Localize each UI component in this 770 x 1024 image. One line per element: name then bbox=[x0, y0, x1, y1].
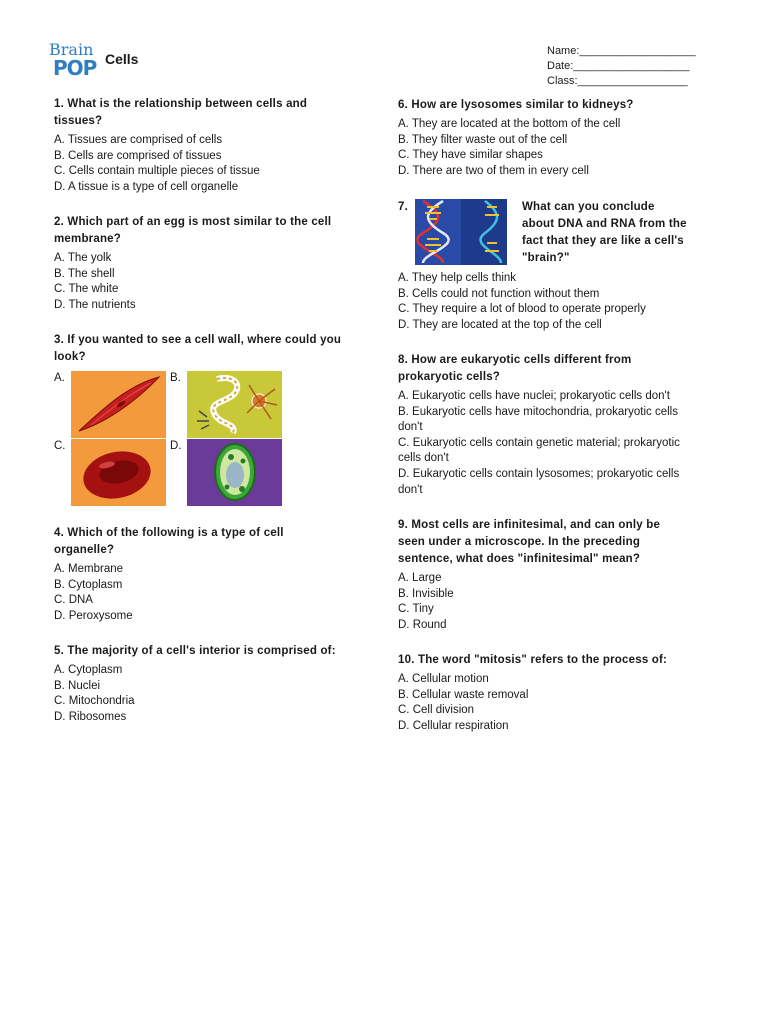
question-8-options bbox=[398, 389, 738, 498]
question-7-options bbox=[398, 271, 738, 333]
q5-option-a[interactable]: A. Cytoplasm bbox=[54, 664, 123, 676]
question-1 bbox=[54, 96, 374, 195]
q9-option-b[interactable]: B. Invisible bbox=[398, 587, 454, 600]
brainpop-logo bbox=[49, 42, 97, 82]
question-3-text: 3. If you wanted to see a cell wall, where could you look? bbox=[54, 334, 342, 363]
q1-option-a[interactable]: A. Tissues are comprised of cells bbox=[54, 134, 223, 146]
question-10-text: 10. The word "mitosis" refers to the process of: bbox=[398, 654, 668, 666]
q3-label-a: A. bbox=[54, 372, 65, 384]
q2-option-b[interactable]: B. The shell bbox=[54, 267, 115, 280]
question-5-options bbox=[54, 663, 384, 725]
q5-option-c[interactable]: C. Mitochondria bbox=[54, 695, 135, 708]
question-10 bbox=[398, 652, 738, 734]
question-7-number: 7. bbox=[398, 201, 408, 213]
date-field[interactable]: Date:___________________ bbox=[547, 60, 690, 72]
q6-option-d[interactable]: D. There are two of them in every cell bbox=[398, 164, 589, 177]
question-2-text: 2. Which part of an egg is most similar to the cell membrane? bbox=[54, 216, 332, 245]
q8-option-d[interactable]: D. Eukaryotic cells contain lysosomes; prokaryotic cells don't bbox=[398, 467, 680, 496]
question-3 bbox=[54, 332, 384, 366]
logo-brain-text: Brain bbox=[49, 40, 94, 59]
question-9-options bbox=[398, 571, 738, 633]
q4-option-d[interactable]: D. Peroxysome bbox=[54, 609, 133, 622]
q6-option-c[interactable]: C. They have similar shapes bbox=[398, 149, 543, 162]
q3-label-d: D. bbox=[170, 440, 182, 452]
dna-image bbox=[415, 199, 507, 265]
question-9 bbox=[398, 517, 738, 633]
class-field[interactable]: Class:__________________ bbox=[547, 75, 688, 87]
q10-option-b[interactable]: B. Cellular waste removal bbox=[398, 688, 529, 701]
logo-pop-text: POP bbox=[53, 56, 97, 80]
q5-option-d[interactable]: D. Ribosomes bbox=[54, 710, 127, 723]
q3-label-c: C. bbox=[54, 440, 66, 452]
q3-label-b: B. bbox=[170, 372, 181, 384]
q4-option-a[interactable]: A. Membrane bbox=[54, 563, 124, 575]
q10-option-c[interactable]: C. Cell division bbox=[398, 704, 475, 717]
question-5-text: 5. The majority of a cell's interior is comprised of: bbox=[54, 645, 336, 657]
question-6 bbox=[398, 97, 728, 179]
question-6-options bbox=[398, 117, 728, 179]
question-9-text: 9. Most cells are infinitesimal, and can only be seen under a microscope. In the preceding sentence, what does "infinitesimal" mean? bbox=[398, 519, 661, 565]
q7-option-b[interactable]: B. Cells could not function without them bbox=[398, 287, 600, 300]
name-field[interactable]: Name:___________________ bbox=[547, 45, 696, 57]
q2-option-d[interactable]: D. The nutrients bbox=[54, 298, 136, 311]
q7-option-c[interactable]: C. They require a lot of blood to operate properly bbox=[398, 303, 646, 316]
question-4-options bbox=[54, 562, 374, 624]
q4-option-c[interactable]: C. DNA bbox=[54, 594, 93, 607]
q6-option-b[interactable]: B. They filter waste out of the cell bbox=[398, 133, 568, 146]
muscle-cell-image[interactable] bbox=[71, 371, 166, 438]
question-10-options bbox=[398, 672, 738, 734]
question-8-text: 8. How are eukaryotic cells different from prokaryotic cells? bbox=[398, 354, 632, 383]
q9-option-d[interactable]: D. Round bbox=[398, 618, 447, 631]
question-1-text: 1. What is the relationship between cells and tissues? bbox=[54, 98, 308, 127]
question-2-options bbox=[54, 251, 374, 313]
question-4 bbox=[54, 525, 374, 624]
q8-option-b[interactable]: B. Eukaryotic cells have mitochondria, prokaryotic cells don't bbox=[398, 405, 678, 434]
student-info bbox=[547, 44, 696, 89]
q8-option-c[interactable]: C. Eukaryotic cells contain genetic material; prokaryotic cells don't bbox=[398, 436, 680, 465]
q4-option-b[interactable]: B. Cytoplasm bbox=[54, 578, 123, 591]
q2-option-c[interactable]: C. The white bbox=[54, 283, 119, 296]
q2-option-a[interactable]: A. The yolk bbox=[54, 252, 112, 264]
question-5 bbox=[54, 643, 384, 725]
q8-option-a[interactable]: A. Eukaryotic cells have nuclei; prokaryotic cells don't bbox=[398, 390, 670, 402]
q1-option-c[interactable]: C. Cells contain multiple pieces of tissue bbox=[54, 165, 260, 178]
q1-option-b[interactable]: B. Cells are comprised of tissues bbox=[54, 149, 222, 162]
question-4-text: 4. Which of the following is a type of cell organelle? bbox=[54, 527, 284, 556]
question-6-text: 6. How are lysosomes similar to kidneys? bbox=[398, 99, 634, 111]
question-1-options bbox=[54, 133, 374, 195]
q7-option-a[interactable]: A. They help cells think bbox=[398, 272, 517, 284]
question-8 bbox=[398, 352, 738, 498]
question-7-text: What can you conclude about DNA and RNA from the fact that they are like a cell's "brain?" bbox=[522, 201, 687, 264]
page-title: Cells bbox=[105, 51, 139, 67]
q1-option-d[interactable]: D. A tissue is a type of cell organelle bbox=[54, 180, 239, 193]
nerve-cell-image[interactable] bbox=[187, 371, 282, 438]
q6-option-a[interactable]: A. They are located at the bottom of the cell bbox=[398, 118, 621, 130]
q7-option-d[interactable]: D. They are located at the top of the cell bbox=[398, 318, 602, 331]
plant-cell-image[interactable] bbox=[187, 439, 282, 506]
q5-option-b[interactable]: B. Nuclei bbox=[54, 679, 101, 692]
q10-option-a[interactable]: A. Cellular motion bbox=[398, 673, 489, 685]
question-2 bbox=[54, 214, 374, 313]
red-blood-cell-image[interactable] bbox=[71, 439, 166, 506]
q9-option-a[interactable]: A. Large bbox=[398, 572, 442, 584]
q9-option-c[interactable]: C. Tiny bbox=[398, 603, 434, 616]
q10-option-d[interactable]: D. Cellular respiration bbox=[398, 719, 509, 732]
